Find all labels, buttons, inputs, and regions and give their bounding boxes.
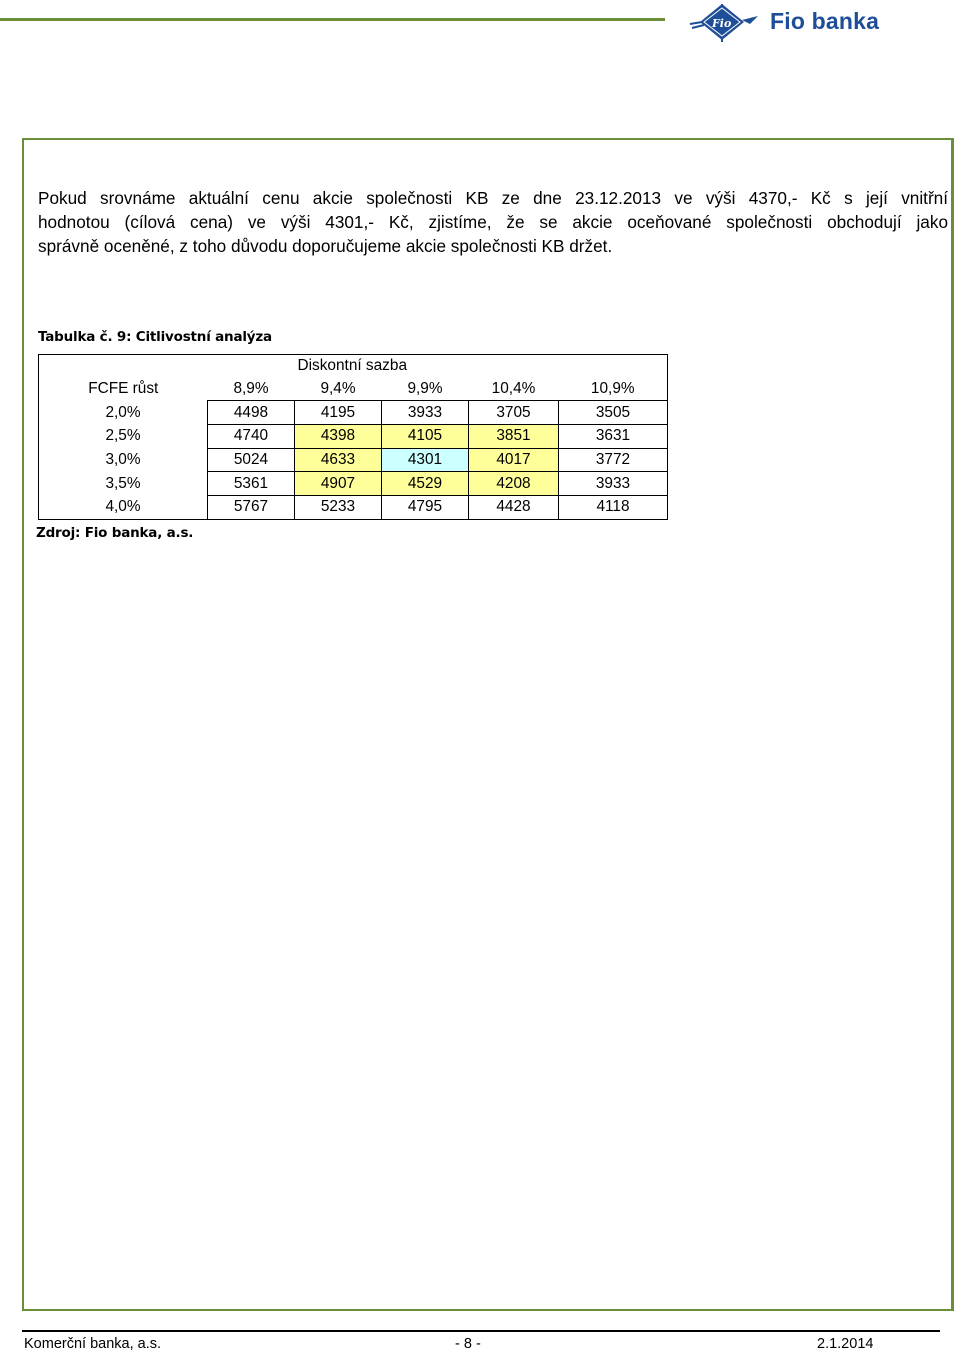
table-row bbox=[39, 425, 668, 449]
table-row bbox=[39, 472, 668, 496]
table-cell: 4118 bbox=[559, 496, 668, 520]
footer-rule bbox=[22, 1330, 940, 1332]
recommendation-paragraph bbox=[38, 186, 948, 258]
row-label: 3,5% bbox=[39, 472, 208, 496]
table-row bbox=[39, 496, 668, 520]
footer-page-number: - 8 - bbox=[455, 1336, 481, 1352]
table-cell-highlighted: 3851 bbox=[469, 425, 559, 449]
table-cell: 4195 bbox=[295, 401, 382, 425]
table-cell: 3505 bbox=[559, 401, 668, 425]
column-header: 9,9% bbox=[407, 380, 443, 398]
table-subheader-row bbox=[39, 378, 668, 401]
row-label: 4,0% bbox=[39, 496, 208, 520]
fio-flag-icon bbox=[688, 2, 768, 44]
table-cell: 5361 bbox=[208, 472, 295, 496]
content-frame bbox=[22, 138, 954, 1311]
paragraph-line: hodnotou (cílová cena) ve výši 4301,- Kč, zjistíme, že se akcie oceňované společnosti obchodují jako bbox=[38, 212, 948, 232]
table-cell-highlighted: 4907 bbox=[295, 472, 382, 496]
table-row bbox=[39, 401, 668, 425]
paragraph-line: správně oceněné, z toho důvodu doporučujeme akcie společnosti KB držet. bbox=[38, 236, 613, 256]
table-cell: 4740 bbox=[208, 425, 295, 449]
table-cell-highlighted: 4017 bbox=[469, 448, 559, 472]
table-cell-highlighted: 4529 bbox=[382, 472, 469, 496]
table-caption: Tabulka č. 9: Citlivostní analýza bbox=[38, 329, 272, 345]
column-header: 10,9% bbox=[559, 378, 668, 401]
table-cell: 5767 bbox=[208, 496, 295, 520]
table-cell-current: 4301 bbox=[382, 448, 469, 472]
corner-header: FCFE růst bbox=[39, 378, 208, 401]
table-row bbox=[39, 448, 668, 472]
row-label: 2,0% bbox=[39, 401, 208, 425]
table-cell-highlighted: 4633 bbox=[295, 448, 382, 472]
table-cell: 3933 bbox=[559, 472, 668, 496]
column-header: 8,9% bbox=[233, 380, 269, 398]
row-label: 2,5% bbox=[39, 425, 208, 449]
table-cell: 3705 bbox=[469, 401, 559, 425]
table-cell-highlighted: 4105 bbox=[382, 425, 469, 449]
table-cell-highlighted: 4208 bbox=[469, 472, 559, 496]
table-header-row bbox=[39, 355, 668, 378]
table-source: Zdroj: Fio banka, a.s. bbox=[36, 525, 194, 541]
svg-text:Fio: Fio bbox=[712, 17, 732, 30]
logo-text: Fio banka bbox=[770, 8, 880, 34]
paragraph-line: Pokud srovnáme aktuální cenu akcie společnosti KB ze dne 23.12.2013 ve výši 4370,- Kč s její vnitřní bbox=[38, 188, 948, 208]
column-header: 10,4% bbox=[491, 380, 536, 398]
row-label: 3,0% bbox=[39, 448, 208, 472]
table-cell-highlighted: 4398 bbox=[295, 425, 382, 449]
fio-banka-logo bbox=[688, 2, 898, 44]
header-rule bbox=[0, 18, 665, 21]
footer-company: Komerční banka, a.s. bbox=[24, 1336, 162, 1352]
table-cell: 5233 bbox=[295, 496, 382, 520]
table-cell: 4498 bbox=[208, 401, 295, 425]
table-cell: 4428 bbox=[469, 496, 559, 520]
table-cell: 3631 bbox=[559, 425, 668, 449]
table-cell: 3772 bbox=[559, 448, 668, 472]
table-cell: 3933 bbox=[382, 401, 469, 425]
group-header: Diskontní sazba bbox=[208, 355, 668, 378]
column-header: 9,4% bbox=[320, 380, 356, 398]
table-cell: 4795 bbox=[382, 496, 469, 520]
table-cell: 5024 bbox=[208, 448, 295, 472]
sensitivity-table bbox=[38, 354, 668, 520]
footer-date: 2.1.2014 bbox=[817, 1336, 874, 1352]
